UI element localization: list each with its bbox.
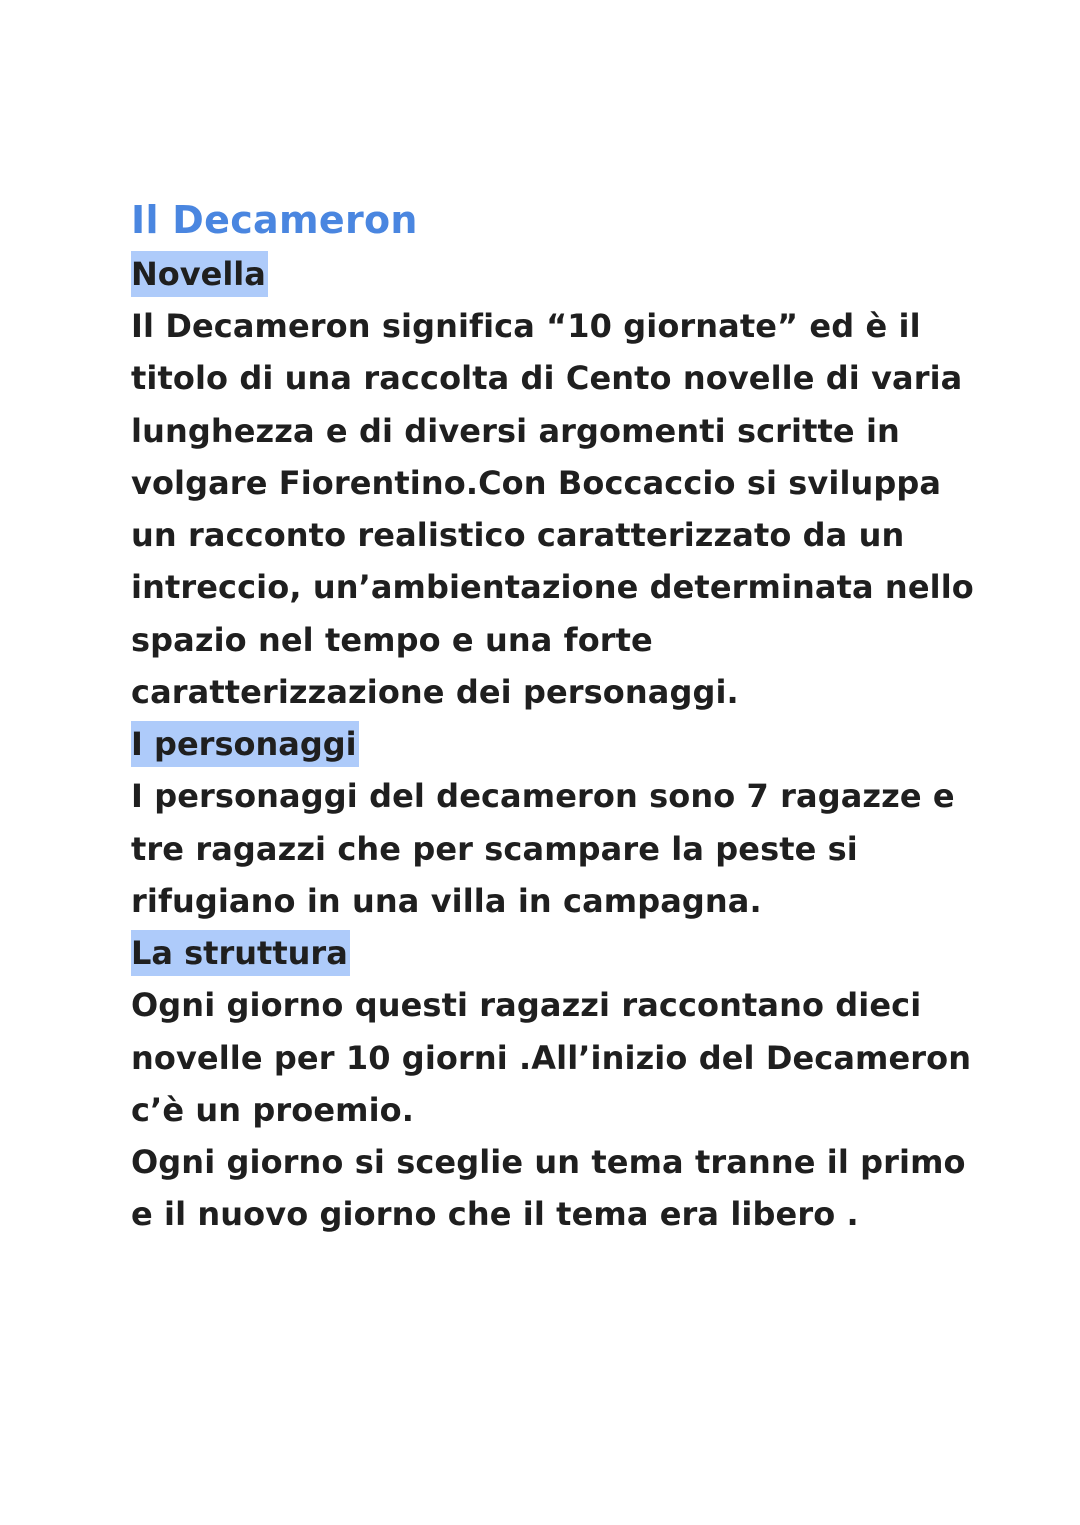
paragraph-line: volgare Fiorentino.Con Boccaccio si sviluppa: [131, 463, 942, 502]
document-title: Il Decameron: [131, 198, 418, 242]
paragraph-line: e il nuovo giorno che il tema era libero .: [131, 1195, 859, 1234]
paragraph-line: Il Decameron significa “10 giornate” ed è il: [131, 307, 921, 345]
section-struttura: [131, 927, 972, 1240]
section-heading-novella: Novella: [131, 251, 268, 297]
paragraph-line: caratterizzazione dei personaggi.: [131, 673, 739, 712]
paragraph-line: lunghezza e di diversi argomenti scritte in: [131, 411, 900, 450]
section-personaggi: [131, 718, 961, 927]
section-novella: [131, 248, 974, 718]
paragraph-line: rifugiano in una villa in campagna.: [131, 881, 762, 920]
paragraph-line: titolo di una raccolta di Cento novelle di varia: [131, 359, 963, 398]
document-body: [131, 192, 974, 1241]
paragraph-line: c’è un proemio.: [131, 1090, 414, 1129]
paragraph-line: un racconto realistico caratterizzato da un: [131, 516, 905, 555]
section-heading-personaggi: I personaggi: [131, 721, 359, 767]
paragraph-line: Ogni giorno si sceglie un tema tranne il primo: [131, 1143, 966, 1182]
paragraph-line: Ogni giorno questi ragazzi raccontano dieci: [131, 986, 922, 1025]
paragraph-line: spazio nel tempo e una forte: [131, 620, 653, 659]
paragraph-line: I personaggi del decameron sono 7 ragazze e: [131, 777, 955, 816]
paragraph-line: novelle per 10 giorni .All’inizio del Decameron: [131, 1038, 972, 1077]
paragraph-line: intreccio, un’ambientazione determinata nello: [131, 568, 974, 607]
section-heading-struttura: La struttura: [131, 930, 350, 976]
paragraph-line: tre ragazzi che per scampare la peste si: [131, 829, 858, 868]
